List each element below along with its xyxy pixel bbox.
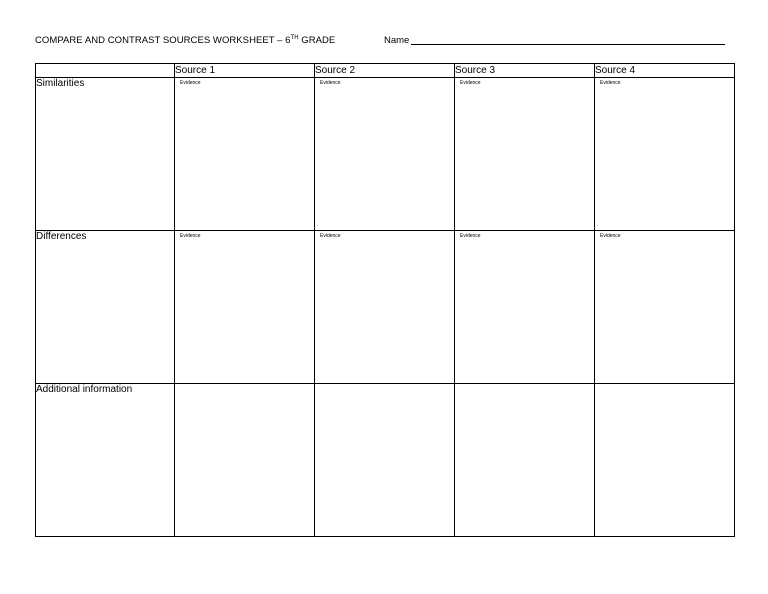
similarities-source-4-cell[interactable] bbox=[595, 78, 735, 231]
title-main: COMPARE AND CONTRAST SOURCES WORKSHEET – 6 bbox=[35, 35, 291, 46]
evidence-label: Evidence bbox=[600, 233, 621, 239]
name-label: Name bbox=[384, 35, 410, 46]
evidence-label: Evidence bbox=[180, 80, 201, 86]
column-header-source-1: Source 1 bbox=[175, 64, 315, 78]
name-field bbox=[384, 35, 725, 46]
evidence-label: Evidence bbox=[460, 80, 481, 86]
corner-cell bbox=[36, 64, 175, 78]
column-header-source-2: Source 2 bbox=[315, 64, 455, 78]
evidence-label: Evidence bbox=[600, 80, 621, 86]
name-blank-line[interactable] bbox=[411, 35, 725, 45]
row-label-additional-information: Additional information bbox=[36, 384, 175, 537]
differences-source-2-cell[interactable] bbox=[315, 231, 455, 384]
evidence-label: Evidence bbox=[320, 80, 341, 86]
evidence-label: Evidence bbox=[180, 233, 201, 239]
evidence-label: Evidence bbox=[320, 233, 341, 239]
column-header-source-3: Source 3 bbox=[455, 64, 595, 78]
differences-source-3-cell[interactable] bbox=[455, 231, 595, 384]
title-superscript: TH bbox=[290, 35, 299, 41]
additional-source-3-cell[interactable] bbox=[455, 384, 595, 537]
differences-source-1-cell[interactable] bbox=[175, 231, 315, 384]
row-label-differences: Differences bbox=[36, 231, 175, 384]
similarities-source-1-cell[interactable] bbox=[175, 78, 315, 231]
header-row bbox=[36, 64, 735, 78]
additional-source-1-cell[interactable] bbox=[175, 384, 315, 537]
additional-source-2-cell[interactable] bbox=[315, 384, 455, 537]
worksheet-title bbox=[35, 35, 335, 46]
similarities-source-2-cell[interactable] bbox=[315, 78, 455, 231]
additional-source-4-cell[interactable] bbox=[595, 384, 735, 537]
differences-source-4-cell[interactable] bbox=[595, 231, 735, 384]
row-label-similarities: Similarities bbox=[36, 78, 175, 231]
evidence-label: Evidence bbox=[460, 233, 481, 239]
table-row-additional-information bbox=[36, 384, 735, 537]
comparison-table bbox=[35, 63, 735, 537]
similarities-source-3-cell[interactable] bbox=[455, 78, 595, 231]
title-grade: GRADE bbox=[298, 35, 336, 46]
column-header-source-4: Source 4 bbox=[595, 64, 735, 78]
table-row-differences bbox=[36, 231, 735, 384]
table-row-similarities bbox=[36, 78, 735, 231]
